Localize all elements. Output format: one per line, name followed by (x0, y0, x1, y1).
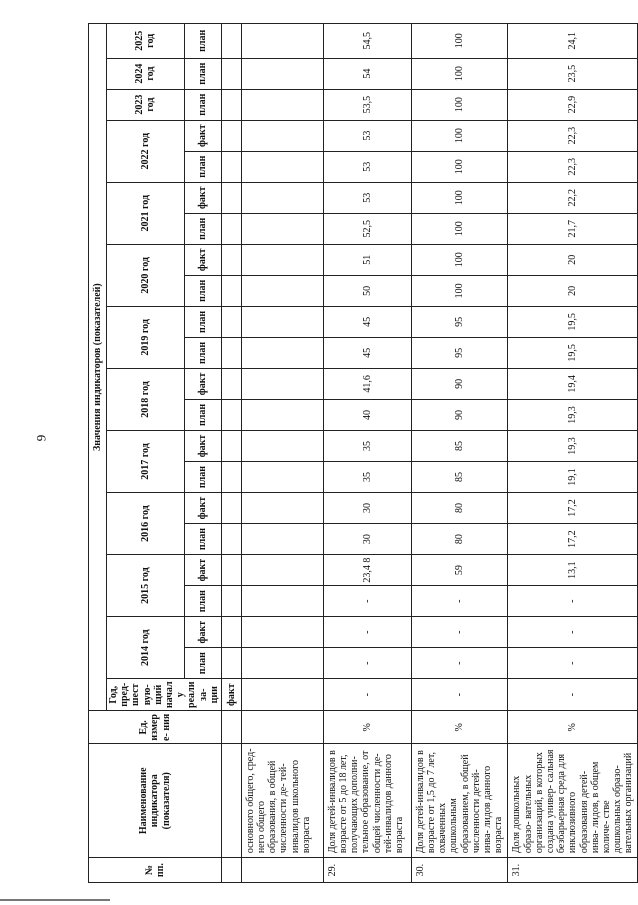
cell-value: 95 (411, 337, 508, 368)
row-name: Доля дошкольных образо- вательных организаций, в которых создана универ- сальная безбарьерная среда для инклюзивного образования детей-инва- лидов, в общем количе- стве дошкольных образо- вательных организаций (508, 744, 638, 858)
cell-value: 21,7 (508, 213, 638, 244)
header-num: № пп. (89, 858, 222, 883)
cell-value: 100 (411, 213, 508, 244)
header-year-2022: 2022 год (107, 120, 185, 182)
cell-value: 53,5 (323, 89, 411, 120)
cell-value: 23,4 8 (323, 555, 411, 586)
cell-value: 100 (411, 58, 508, 89)
header-year-2021: 2021 год (107, 182, 185, 244)
cell-value: - (411, 617, 508, 648)
cell-value: 41,6 (323, 368, 411, 399)
scan-edge-mark (0, 899, 110, 901)
cell-value: 20 (508, 244, 638, 275)
col-2014-plan: план (184, 648, 221, 679)
table-row (508, 24, 638, 883)
row-unit: % (411, 711, 508, 744)
col-2018-plan: план (184, 399, 221, 430)
cell-value: 45 (323, 306, 411, 337)
cell-value: - (508, 586, 638, 617)
cell-value: 90 (411, 399, 508, 430)
header-year-2019: 2019 год (107, 306, 185, 368)
cell-value: - (323, 679, 411, 711)
cell-value: 23,5 (508, 58, 638, 89)
row-unit: % (508, 711, 638, 744)
cell-value: 19,5 (508, 337, 638, 368)
cell-value: 54,5 (323, 24, 411, 59)
col-2023-plan: план (184, 89, 221, 120)
col-2019-plan: план (184, 337, 221, 368)
cell-value: 100 (411, 24, 508, 59)
row-num: 30. (411, 858, 508, 883)
header-name: Наименование индикатора (показателя) (89, 744, 222, 858)
cell-value: 19,3 (508, 430, 638, 461)
cell-value: 19,4 (508, 368, 638, 399)
row-num: 31. (508, 858, 638, 883)
col-2021-fact: факт (184, 182, 221, 213)
cell-value: 19,5 (508, 306, 638, 337)
cell-value: 100 (411, 275, 508, 306)
cell-value: - (411, 586, 508, 617)
cell-value: - (411, 648, 508, 679)
cell-value: 22,2 (508, 182, 638, 213)
cell-value: 19,1 (508, 462, 638, 493)
row-unit: % (323, 711, 411, 744)
col-2017-fact: факт (184, 430, 221, 461)
indicator-table-rotated (88, 23, 635, 883)
cell-value: 90 (411, 368, 508, 399)
cell-value: - (323, 586, 411, 617)
cell-value: 22,3 (508, 120, 638, 151)
cell-value: 53 (323, 151, 411, 182)
header-values-group: Значения индикаторов (показателей) (89, 24, 107, 711)
header-year-2017: 2017 год (107, 430, 185, 492)
cell-value: 100 (411, 151, 508, 182)
cell-value: 100 (411, 182, 508, 213)
header-year-2023: 2023 год (107, 89, 185, 120)
col-2016-fact: факт (184, 493, 221, 524)
cell-value: 30 (323, 493, 411, 524)
header-unit: Ед. измере- ния (89, 711, 222, 744)
cell-value: 22,3 (508, 151, 638, 182)
cell-value: 52,5 (323, 213, 411, 244)
cell-value: 54 (323, 58, 411, 89)
row-name: основного общего, сред- него общего образования, в общей численности де- тей-инвалидов школьного возраста (241, 744, 323, 858)
col-2015-plan: план (184, 586, 221, 617)
row-unit (241, 711, 323, 744)
header-year-2015: 2015 год (107, 555, 185, 617)
cell-value: 17,2 (508, 524, 638, 555)
cell-value: 53 (323, 120, 411, 151)
table-row (323, 24, 411, 883)
header-year-2014: 2014 год (107, 617, 185, 679)
col-2016-plan: план (184, 524, 221, 555)
col-2019-plan-2: план (184, 306, 221, 337)
col-2015-fact: факт (184, 555, 221, 586)
table-row (241, 24, 323, 883)
cell-value: 20 (508, 275, 638, 306)
cell-value: 95 (411, 306, 508, 337)
row-name: Доля детей-инвалидов в возрасте от 5 до 18 лет, получающих дополни- тельное образование, от общей численности де- тей-инвалидов данного возраста (323, 744, 411, 858)
col-2017-plan: план (184, 462, 221, 493)
row-name: Доля детей-инвалидов в возрасте от 1,5 до 7 лет, охваченных дошкольным образованием, в общей численности детей-инва- лидов данного возраста (411, 744, 508, 858)
cell-value: 35 (323, 462, 411, 493)
cell-value: 85 (411, 462, 508, 493)
col-2018-fact: факт (184, 368, 221, 399)
col-2020-fact: факт (184, 244, 221, 275)
header-year-2020: 2020 год (107, 244, 185, 306)
header-year-2025: 2025 год (107, 24, 185, 59)
cell-value: 17,2 (508, 493, 638, 524)
cell-value: 24,1 (508, 24, 638, 59)
col-2024-plan: план (184, 58, 221, 89)
cell-value: 35 (323, 430, 411, 461)
cell-value: 45 (323, 337, 411, 368)
cell-value: 59 (411, 555, 508, 586)
col-2022-fact: факт (184, 120, 221, 151)
header-year-2018: 2018 год (107, 368, 185, 430)
cell-value: 30 (323, 524, 411, 555)
cell-value: - (508, 648, 638, 679)
row-num: 29. (323, 858, 411, 883)
cell-value: 51 (323, 244, 411, 275)
cell-value: - (323, 648, 411, 679)
col-2021-plan: план (184, 213, 221, 244)
cell-value: - (508, 679, 638, 711)
page-number: 9 (33, 434, 49, 442)
cell-value: 100 (411, 120, 508, 151)
cell-value: 100 (411, 244, 508, 275)
cell-value: 53 (323, 182, 411, 213)
row-num (241, 858, 323, 883)
cell-value: 85 (411, 430, 508, 461)
col-2020-plan: план (184, 275, 221, 306)
cell-value: 50 (323, 275, 411, 306)
header-year-2016: 2016 год (107, 493, 185, 555)
col-2025-plan: план (184, 24, 221, 59)
cell-value: 80 (411, 493, 508, 524)
header-pre-year: Год, пред- шествую- щий началу реализа- ции (107, 679, 222, 711)
cell-value: 80 (411, 524, 508, 555)
cell-value: 19,3 (508, 399, 638, 430)
cell-value: 40 (323, 399, 411, 430)
table-row (411, 24, 508, 883)
cell-value: 13,1 (508, 555, 638, 586)
cell-value: - (508, 617, 638, 648)
col-2014-fact: факт (184, 617, 221, 648)
header-year-2024: 2024 год (107, 58, 185, 89)
col-2022-plan: план (184, 151, 221, 182)
cell-value: 100 (411, 89, 508, 120)
cell-value: 22,9 (508, 89, 638, 120)
cell-value: - (323, 617, 411, 648)
indicator-table (88, 23, 638, 883)
cell-value: - (411, 679, 508, 711)
col-pre-year-fact: факт (221, 679, 241, 711)
